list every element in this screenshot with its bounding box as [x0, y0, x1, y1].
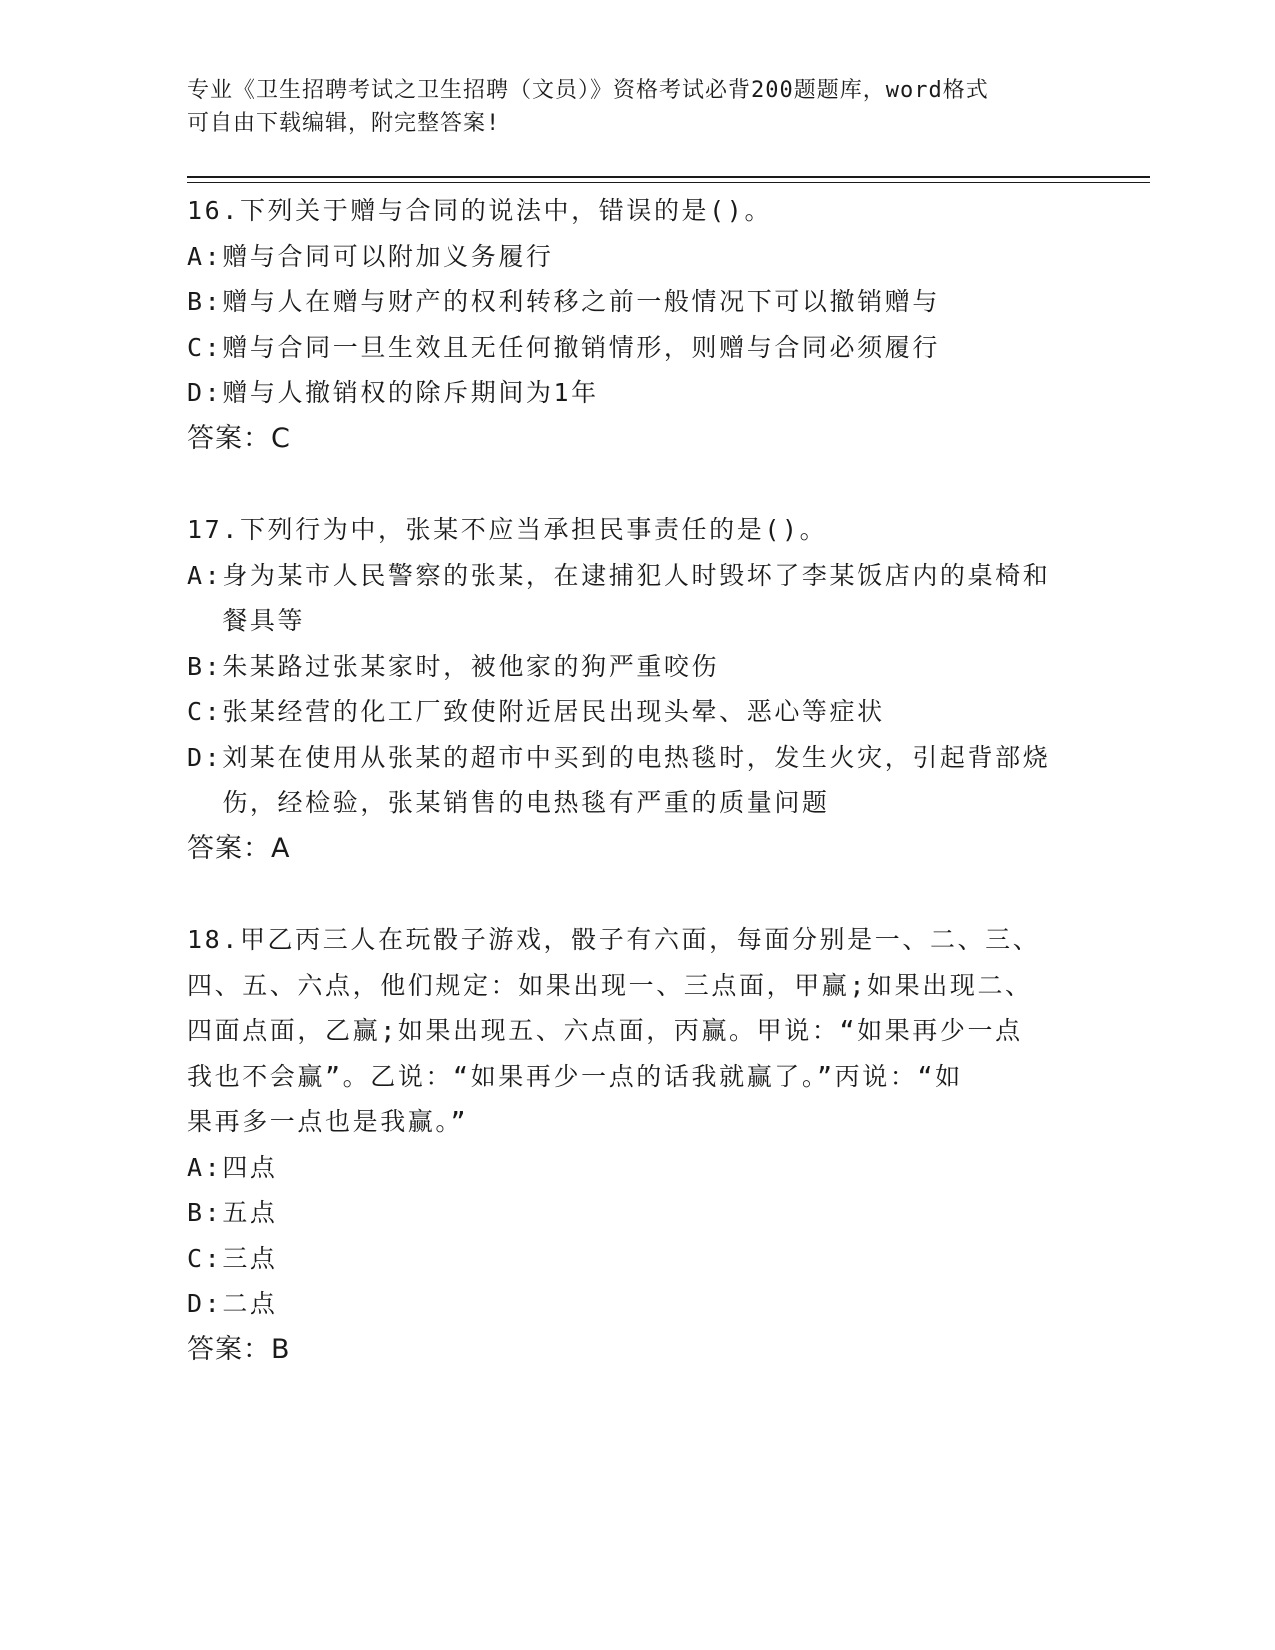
option-a	[187, 234, 1067, 280]
option-text: 五点	[222, 1198, 278, 1227]
option-text: 三点	[222, 1243, 278, 1273]
option-b	[187, 1190, 1067, 1236]
option-letter: B:	[187, 651, 223, 681]
header-line-2: 可自由下载编辑，附完整答案!	[187, 111, 501, 136]
question-stem-line: 四、五、六点，他们规定：如果出现一、三点面，甲赢;如果出现二、	[187, 970, 1033, 1000]
option-letter: C:	[187, 697, 223, 726]
option-d	[187, 1281, 1067, 1327]
option-text: 身为某市人民警察的张某，在逮捕犯人时毁坏了李某饭店内的桌椅和餐具等	[222, 560, 1051, 635]
question-16	[187, 188, 1067, 461]
option-letter: B:	[187, 287, 223, 316]
option-letter: D:	[187, 742, 223, 772]
question-list	[187, 188, 1067, 1418]
option-letter: D:	[187, 1289, 223, 1318]
question-stem-line: 18.甲乙丙三人在玩骰子游戏，骰子有六面，每面分别是一、二、三、	[187, 925, 1041, 954]
option-b	[187, 644, 1067, 690]
question-17	[187, 507, 1067, 871]
option-c	[187, 325, 1067, 371]
question-stem-line: 我也不会赢”。乙说：“如果再少一点的话我就赢了。”丙说：“如	[187, 1061, 963, 1091]
option-letter: A:	[187, 241, 223, 271]
option-text: 赠与合同可以附加义务履行	[222, 241, 554, 271]
option-b	[187, 279, 1067, 325]
option-letter: C:	[187, 332, 223, 362]
option-text: 赠与合同一旦生效且无任何撤销情形，则赠与合同必须履行	[222, 332, 940, 362]
option-c	[187, 1236, 1067, 1282]
option-letter: A:	[187, 560, 223, 590]
answer: 答案：A	[187, 832, 291, 864]
option-a	[187, 553, 1067, 644]
option-letter: A:	[187, 1152, 223, 1182]
option-letter: C:	[187, 1243, 223, 1273]
option-text: 朱某路过张某家时，被他家的狗严重咬伤	[222, 651, 720, 681]
option-text: 二点	[222, 1289, 278, 1318]
option-letter: D:	[187, 378, 223, 407]
option-d	[187, 735, 1067, 826]
question-stem: 17.下列行为中，张某不应当承担民事责任的是()。	[187, 515, 828, 544]
option-letter: B:	[187, 1198, 223, 1227]
option-text: 四点	[222, 1152, 278, 1182]
question-18	[187, 917, 1067, 1372]
header-divider-thin	[187, 182, 1150, 183]
question-stem-line: 果再多一点也是我赢。”	[187, 1107, 469, 1136]
question-stem-line: 四面点面，乙赢;如果出现五、六点面，丙赢。甲说：“如果再少一点	[187, 1016, 1023, 1045]
answer: 答案：C	[187, 422, 291, 454]
option-d	[187, 370, 1067, 416]
option-text: 刘某在使用从张某的超市中买到的电热毯时，发生火灾，引起背部烧伤，经检验，张某销售的电热毯有严重的质量问题	[222, 742, 1051, 817]
option-text: 赠与人撤销权的除斥期间为1年	[222, 378, 599, 407]
question-stem: 16.下列关于赠与合同的说法中，错误的是()。	[187, 196, 773, 225]
option-text: 赠与人在赠与财产的权利转移之前一般情况下可以撤销赠与	[222, 287, 940, 316]
document-header	[187, 74, 1067, 140]
answer: 答案：B	[187, 1333, 291, 1365]
option-text: 张某经营的化工厂致使附近居民出现头晕、恶心等症状	[222, 697, 885, 726]
header-line-1: 专业《卫生招聘考试之卫生招聘（文员）》资格考试必背200题题库，word格式	[187, 78, 989, 103]
header-divider-thick	[187, 176, 1150, 178]
option-c	[187, 689, 1067, 735]
option-a	[187, 1145, 1067, 1191]
